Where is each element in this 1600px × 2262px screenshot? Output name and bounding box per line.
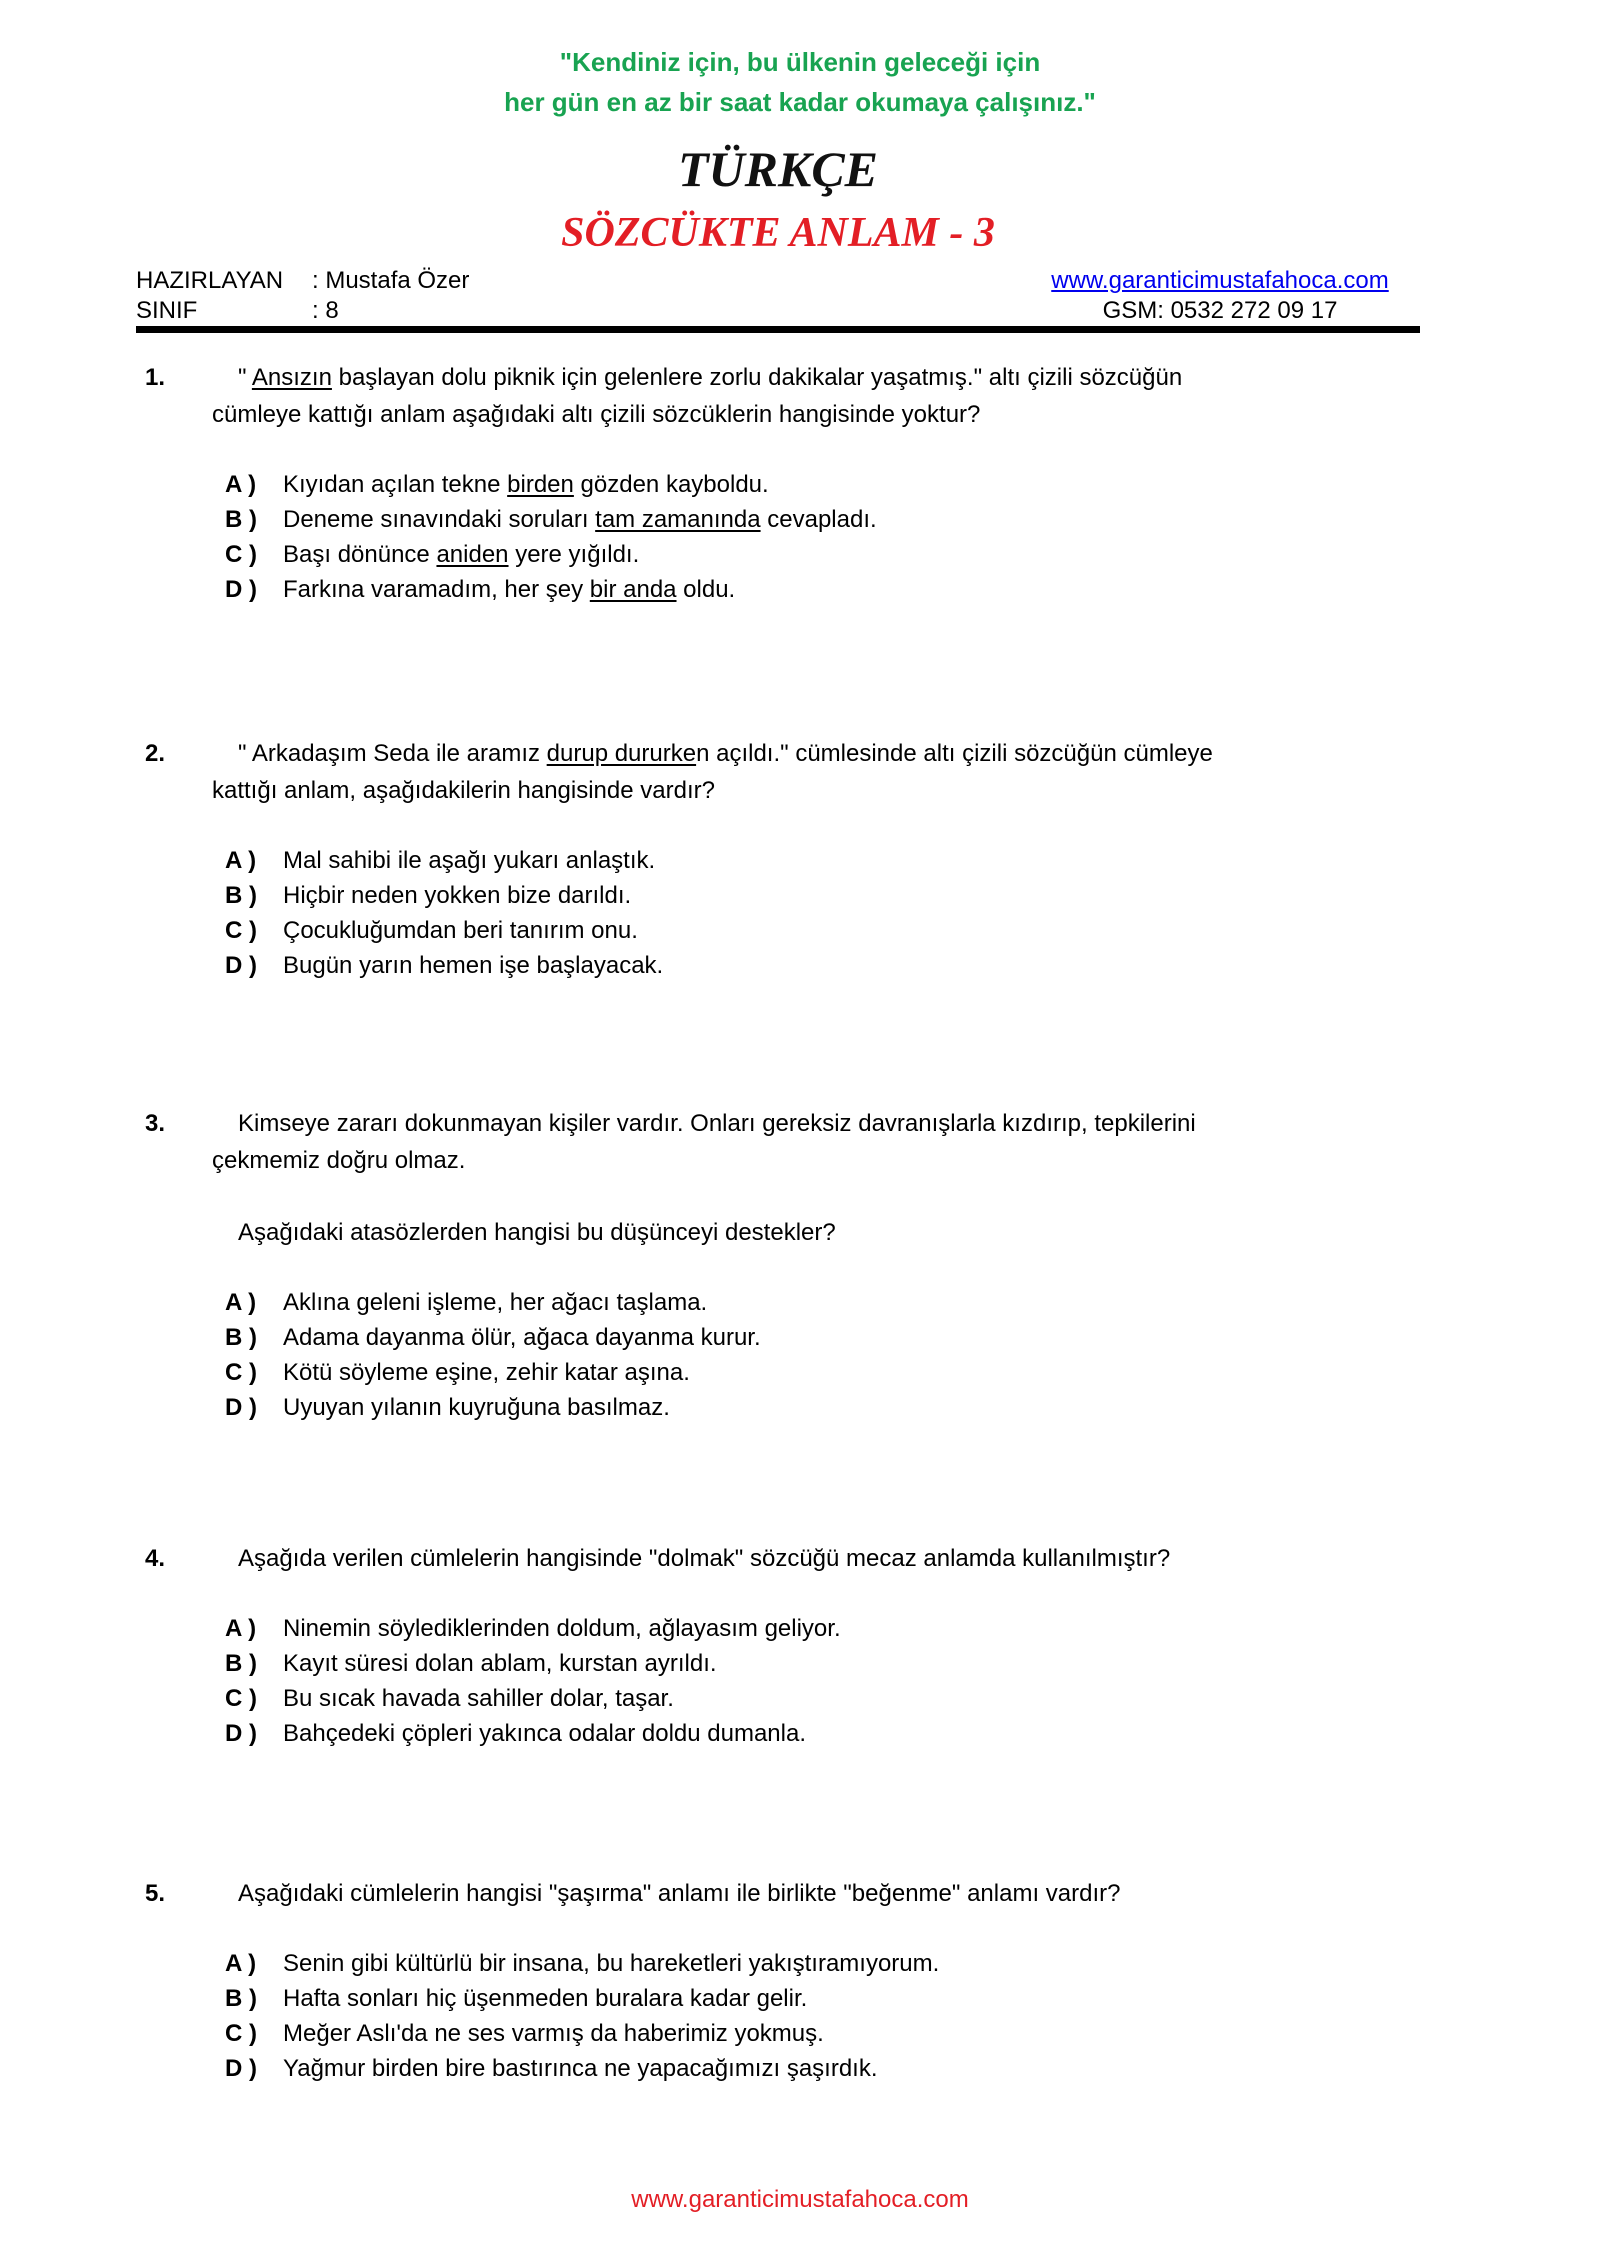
option-text: Aklına geleni işleme, her ağacı taşlama.	[283, 1289, 708, 1316]
question-number: 5.	[145, 1880, 166, 1907]
question-number: 1.	[145, 364, 166, 391]
option-text: Yağmur birden bire bastırınca ne yapacağımızı şaşırdık.	[283, 2055, 878, 2082]
option-letter: D )	[225, 2055, 257, 2082]
option-text: Hafta sonları hiç üşenmeden buralara kadar gelir.	[283, 1985, 808, 2012]
option-letter: D )	[225, 952, 257, 979]
option-2B	[225, 878, 1600, 913]
question-stem-2	[212, 1214, 1600, 1251]
option-letter: A )	[225, 1615, 257, 1642]
option-text: Ninemin söylediklerinden doldum, ağlayasım geliyor.	[283, 1615, 841, 1642]
website-link[interactable]: www.garanticimustafahoca.com	[1051, 267, 1389, 294]
question-3	[0, 1105, 1600, 1425]
stem-line: Aşağıda verilen cümlelerin hangisinde "dolmak" sözcüğü mecaz anlamda kullanılmıştır?	[238, 1545, 1171, 1572]
option-letter: B )	[225, 506, 257, 533]
option-text: Kıyıdan açılan tekne birden gözden kayboldu.	[283, 471, 769, 498]
option-letter: A )	[225, 471, 257, 498]
stem-line: çekmemiz doğru olmaz.	[212, 1147, 466, 1174]
option-letter: C )	[225, 541, 257, 568]
stem-line: cümleye kattığı anlam aşağıdaki altı çizili sözcüklerin hangisinde yoktur?	[212, 401, 981, 428]
question-stem	[212, 735, 1600, 809]
question-4	[0, 1540, 1600, 1751]
option-3A	[225, 1285, 1600, 1320]
options	[212, 467, 1600, 607]
motto-line-2: her gün en az bir saat kadar okumaya çalışınız."	[504, 87, 1096, 117]
option-text: Deneme sınavındaki soruları tam zamanında cevapladı.	[283, 506, 877, 533]
stem-line: " Ansızın başlayan dolu piknik için gelenlere zorlu dakikalar yaşatmış." altı çizili sözcüğün	[238, 364, 1183, 391]
page-footer	[0, 2185, 1600, 2215]
footer-website: www.garanticimustafahoca.com	[631, 2186, 969, 2213]
class-label: SINIF	[136, 297, 198, 324]
question-stem	[212, 1105, 1600, 1179]
question-2	[0, 735, 1600, 983]
option-letter: A )	[225, 847, 257, 874]
option-5C	[225, 2016, 1600, 2051]
option-3D	[225, 1390, 1600, 1425]
question-number: 3.	[145, 1110, 166, 1137]
option-2A	[225, 843, 1600, 878]
option-4D	[225, 1716, 1600, 1751]
question-stem	[212, 1875, 1600, 1912]
question-stem	[212, 1540, 1600, 1577]
option-letter: D )	[225, 1394, 257, 1421]
gsm-number: GSM: 0532 272 09 17	[1102, 297, 1338, 324]
option-letter: C )	[225, 917, 257, 944]
option-5D	[225, 2051, 1600, 2086]
option-1A	[225, 467, 1600, 502]
option-5A	[225, 1946, 1600, 1981]
question-5	[0, 1875, 1600, 2086]
option-text: Başı dönünce aniden yere yığıldı.	[283, 541, 640, 568]
option-letter: B )	[225, 1324, 257, 1351]
option-letter: D )	[225, 1720, 257, 1747]
option-3B	[225, 1320, 1600, 1355]
prepared-by-row	[136, 266, 469, 296]
option-5B	[225, 1981, 1600, 2016]
option-text: Farkına varamadım, her şey bir anda oldu.	[283, 576, 736, 603]
option-letter: B )	[225, 882, 257, 909]
class-row	[136, 296, 469, 326]
option-4A	[225, 1611, 1600, 1646]
question-number: 4.	[145, 1545, 166, 1572]
option-letter: C )	[225, 2020, 257, 2047]
option-1C	[225, 537, 1600, 572]
options	[212, 843, 1600, 983]
stem-line: Aşağıdaki cümlelerin hangisi "şaşırma" anlamı ile birlikte "beğenme" anlamı vardır?	[238, 1880, 1121, 1907]
option-text: Bugün yarın hemen işe başlayacak.	[283, 952, 664, 979]
option-text: Adama dayanma ölür, ağaca dayanma kurur.	[283, 1324, 761, 1351]
option-letter: D )	[225, 576, 257, 603]
option-1D	[225, 572, 1600, 607]
stem-line: kattığı anlam, aşağıdakilerin hangisinde vardır?	[212, 777, 715, 804]
header-info-left	[136, 266, 469, 326]
questions-list	[0, 359, 1600, 2086]
prepared-by-label: HAZIRLAYAN	[136, 267, 284, 294]
motto	[0, 42, 1600, 122]
page-subtitle: SÖZCÜKTE ANLAM - 3	[561, 210, 995, 256]
option-text: Kayıt süresi dolan ablam, kurstan ayrıldı.	[283, 1650, 717, 1677]
class-value: : 8	[312, 297, 339, 324]
motto-line-1: "Kendiniz için, bu ülkenin geleceği için	[559, 47, 1041, 77]
option-text: Senin gibi kültürlü bir insana, bu hareketleri yakıştıramıyorum.	[283, 1950, 940, 1977]
option-text: Bu sıcak havada sahiller dolar, taşar.	[283, 1685, 674, 1712]
option-letter: A )	[225, 1289, 257, 1316]
option-2C	[225, 913, 1600, 948]
question-stem	[212, 359, 1600, 433]
option-text: Mal sahibi ile aşağı yukarı anlaştık.	[283, 847, 656, 874]
option-3C	[225, 1355, 1600, 1390]
option-letter: C )	[225, 1685, 257, 1712]
option-text: Kötü söyleme eşine, zehir katar aşına.	[283, 1359, 690, 1386]
stem-line: Aşağıdaki atasözlerden hangisi bu düşünceyi destekler?	[238, 1219, 836, 1246]
page-title: TÜRKÇE	[677, 141, 879, 197]
stem-line: Kimseye zararı dokunmayan kişiler vardır. Onları gereksiz davranışlarla kızdırıp, tepkilerini	[238, 1110, 1196, 1137]
option-4B	[225, 1646, 1600, 1681]
question-number: 2.	[145, 740, 166, 767]
question-1	[0, 359, 1600, 607]
option-letter: C )	[225, 1359, 257, 1386]
header-info-right	[1020, 266, 1420, 326]
options	[212, 1946, 1600, 2086]
option-text: Çocukluğumdan beri tanırım onu.	[283, 917, 638, 944]
header-info	[136, 266, 1420, 326]
option-2D	[225, 948, 1600, 983]
option-letter: B )	[225, 1650, 257, 1677]
option-letter: A )	[225, 1950, 257, 1977]
option-text: Bahçedeki çöpleri yakınca odalar doldu dumanla.	[283, 1720, 806, 1747]
option-text: Hiçbir neden yokken bize darıldı.	[283, 882, 632, 909]
options	[212, 1611, 1600, 1751]
prepared-by-value: : Mustafa Özer	[312, 267, 470, 294]
option-text: Meğer Aslı'da ne ses varmış da haberimiz yokmuş.	[283, 2020, 824, 2047]
option-letter: B )	[225, 1985, 257, 2012]
options	[212, 1285, 1600, 1425]
header-divider	[136, 326, 1420, 333]
stem-line: " Arkadaşım Seda ile aramız durup dururken açıldı." cümlesinde altı çizili sözcüğün cümleye	[238, 740, 1213, 767]
option-4C	[225, 1681, 1600, 1716]
option-text: Uyuyan yılanın kuyruğuna basılmaz.	[283, 1394, 670, 1421]
option-1B	[225, 502, 1600, 537]
